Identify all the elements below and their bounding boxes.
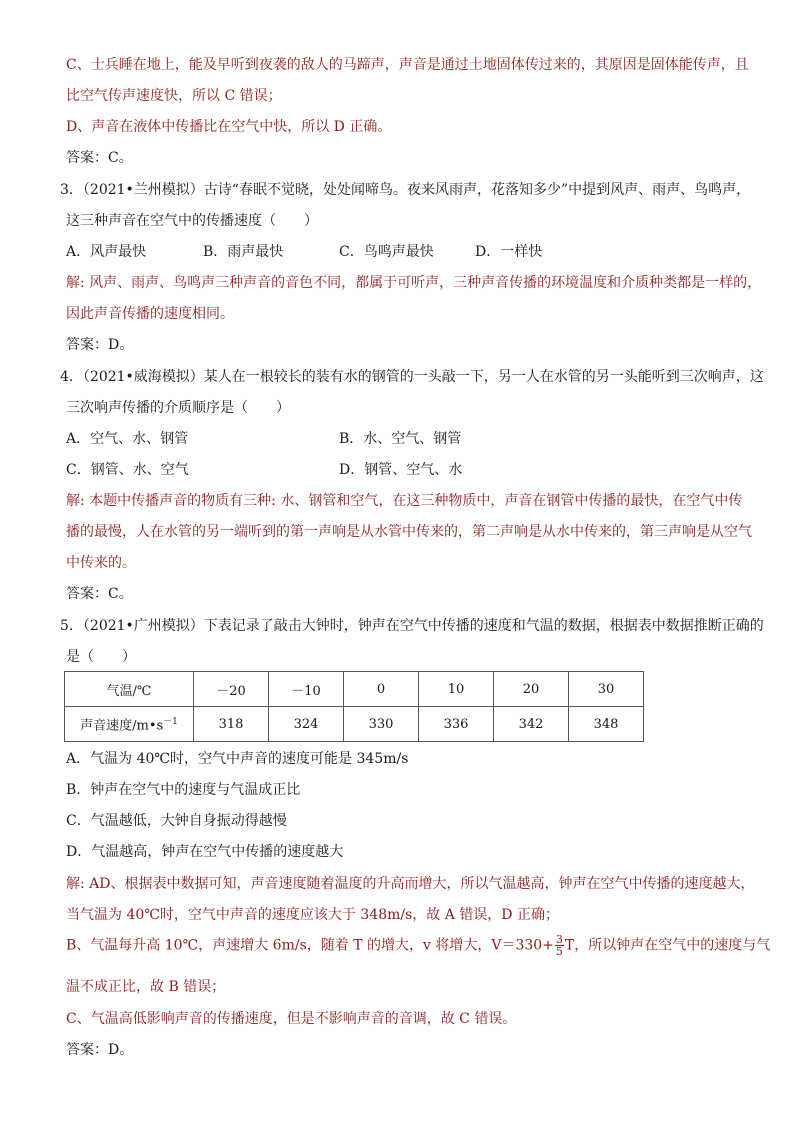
speed-header-text: 声音速度/m•s bbox=[80, 718, 164, 734]
q2-solution-c-line2: 比空气传声速度快，所以 C 错误； bbox=[66, 88, 282, 104]
table-cell: 30 bbox=[569, 672, 644, 707]
table-cell: －10 bbox=[269, 672, 344, 707]
q5-solution-line3-post: T，所以钟声在空气中的速度与气 bbox=[564, 937, 771, 954]
fraction-denominator: 5 bbox=[555, 945, 563, 958]
q3-solution-line1: 解: 风声、雨声、鸟鸣声三种声音的音色不同，都属于可听声，三种声音传播的环境温度和介质种类都是一样的， bbox=[66, 275, 762, 291]
q4-option-c: C．钢管、水、空气 bbox=[66, 462, 189, 478]
q3-stem-line1: 3．（2021•兰州模拟）古诗“春眠不觉晓，处处闻啼鸟。夜来风雨声，花落知多少”中提到风声、雨声、鸟鸣声， bbox=[60, 182, 751, 198]
q4-answer: 答案：C。 bbox=[66, 586, 133, 602]
q5-answer: 答案：D。 bbox=[66, 1042, 134, 1058]
table-cell: －20 bbox=[194, 672, 269, 707]
q5-stem-line2: 是（ ） bbox=[66, 649, 136, 665]
fraction-three-fifths bbox=[555, 934, 564, 957]
speed-header-unit-exponent: －1 bbox=[163, 717, 178, 728]
q5-stem-line1: 5．（2021•广州模拟）下表记录了敲击大钟时，钟声在空气中传播的速度和气温的数据，根据表中数据推断正确的 bbox=[60, 618, 764, 634]
table-header-temperature: 气温/℃ bbox=[65, 672, 194, 707]
table-cell: 0 bbox=[344, 672, 419, 707]
q3-solution-line2: 因此声音传播的速度相同。 bbox=[66, 306, 234, 322]
q4-option-a: A．空气、水、钢管 bbox=[66, 431, 189, 447]
table-cell: 20 bbox=[494, 672, 569, 707]
q2-answer: 答案：C。 bbox=[66, 150, 133, 166]
table-cell: 330 bbox=[344, 707, 419, 742]
q4-option-b: B．水、空气、钢管 bbox=[339, 431, 462, 447]
q3-answer: 答案：D。 bbox=[66, 337, 134, 353]
q5-option-c: C．气温越低，大钟自身振动得越慢 bbox=[66, 813, 287, 829]
q5-option-a: A．气温为 40℃时，空气中声音的速度可能是 345m/s bbox=[66, 751, 409, 767]
q4-solution-line1: 解: 本题中传播声音的物质有三种: 水、钢管和空气，在这三种物质中，声音在钢管中传播的最快，在空气中传 bbox=[66, 493, 743, 509]
q3-option-a: A．风声最快 bbox=[66, 244, 147, 260]
table-row-temperature bbox=[65, 672, 644, 707]
table-header-speed bbox=[65, 707, 194, 742]
q5-solution-line5: C、气温高低影响声音的传播速度，但是不影响声音的音调，故 C 错误。 bbox=[66, 1011, 517, 1027]
q5-solution-line2: 当气温为 40℃时，空气中声音的速度应该大于 348m/s，故 A 错误，D 正确； bbox=[66, 907, 559, 923]
q3-option-c: C．鸟鸣声最快 bbox=[339, 244, 434, 260]
table-cell: 342 bbox=[494, 707, 569, 742]
q4-stem-line1: 4．（2021•威海模拟）某人在一根较长的装有水的钢管的一头敲一下，另一人在水管的另一头能听到三次响声，这 bbox=[60, 369, 764, 385]
q5-solution-line3 bbox=[66, 934, 770, 957]
q3-stem-line2: 这三种声音在空气中的传播速度（ ） bbox=[66, 213, 318, 229]
temperature-speed-table bbox=[64, 671, 644, 742]
fraction-numerator: 3 bbox=[555, 933, 563, 946]
q5-option-b: B．钟声在空气中的速度与气温成正比 bbox=[66, 782, 301, 798]
q2-solution-d-line: D、声音在液体中传播比在空气中快，所以 D 正确。 bbox=[66, 119, 392, 135]
q4-solution-line2: 播的最慢，人在水管的另一端听到的第一声响是从水管中传来的，第二声响是从水中传来的，第三声响是从空气 bbox=[66, 524, 752, 540]
table-row-speed bbox=[65, 707, 644, 742]
table-cell: 324 bbox=[269, 707, 344, 742]
table-cell: 10 bbox=[419, 672, 494, 707]
q2-solution-c-line1: C、士兵睡在地上，能及早听到夜袭的敌人的马蹄声，声音是通过土地固体传过来的，其原因是固体能传声，且 bbox=[66, 57, 749, 73]
q3-option-d: D．一样快 bbox=[475, 244, 543, 260]
q5-solution-line1: 解: AD、根据表中数据可知，声音速度随着温度的升高而增大，所以气温越高，钟声在空气中传播的速度越大， bbox=[66, 876, 755, 892]
table-cell: 348 bbox=[569, 707, 644, 742]
table-cell: 318 bbox=[194, 707, 269, 742]
q5-option-d: D．气温越高，钟声在空气中传播的速度越大 bbox=[66, 844, 344, 860]
q5-solution-line4: 温不成正比，故 B 错误； bbox=[66, 979, 226, 995]
q4-solution-line3: 中传来的。 bbox=[66, 555, 136, 571]
q3-option-b: B．雨声最快 bbox=[203, 244, 284, 260]
q5-solution-line3-pre: B、气温每升高 10℃，声速增大 6m/s，随着 T 的增大，v 将增大，V＝330+ bbox=[66, 937, 554, 954]
table-cell: 336 bbox=[419, 707, 494, 742]
q4-stem-line2: 三次响声传播的介质顺序是（ ） bbox=[66, 400, 290, 416]
q4-option-d: D．钢管、空气、水 bbox=[339, 462, 463, 478]
